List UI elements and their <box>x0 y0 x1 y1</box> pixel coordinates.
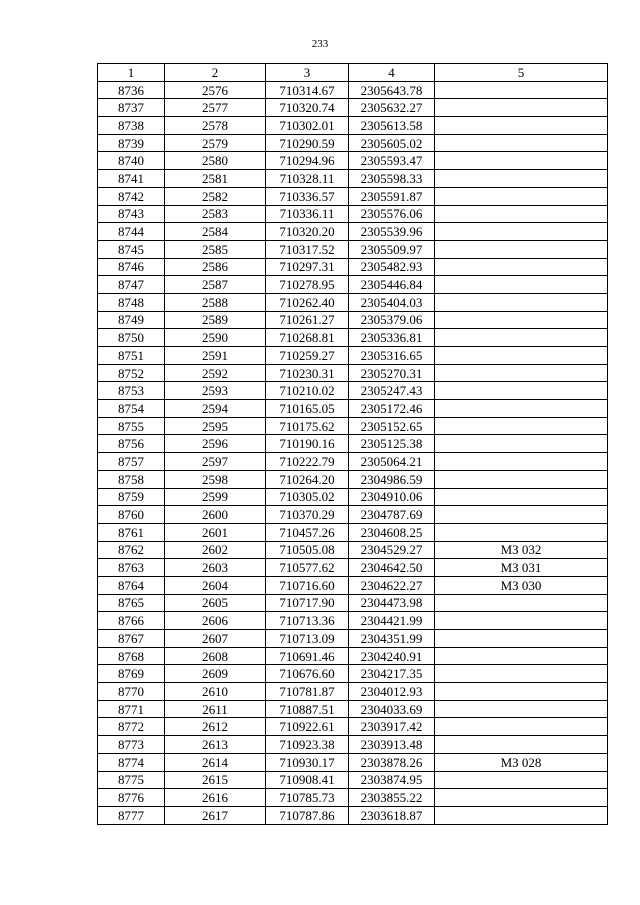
table-cell <box>435 99 608 117</box>
table-cell: 710922.61 <box>266 718 349 736</box>
table-cell: 8761 <box>98 523 165 541</box>
table-row <box>98 347 608 365</box>
table-cell: 2305613.58 <box>349 117 435 135</box>
table-cell: 8756 <box>98 435 165 453</box>
table-cell: МЗ 028 <box>435 753 608 771</box>
table-header <box>98 64 608 82</box>
table-cell: 8740 <box>98 152 165 170</box>
table-cell: 2590 <box>165 329 266 347</box>
table-cell: 2612 <box>165 718 266 736</box>
table-cell: 710908.41 <box>266 771 349 789</box>
table-cell: 2588 <box>165 293 266 311</box>
table-cell: 2606 <box>165 612 266 630</box>
table-cell: 8754 <box>98 400 165 418</box>
table-cell: 2304622.27 <box>349 576 435 594</box>
table-cell: 8738 <box>98 117 165 135</box>
table-cell: 710175.62 <box>266 417 349 435</box>
table-cell: 8749 <box>98 311 165 329</box>
table-cell: 2305125.38 <box>349 435 435 453</box>
table-cell: 8737 <box>98 99 165 117</box>
table-row <box>98 683 608 701</box>
table-row <box>98 364 608 382</box>
table-row <box>98 718 608 736</box>
table-cell: 2305605.02 <box>349 134 435 152</box>
table-cell: 2594 <box>165 400 266 418</box>
table-cell: 710261.27 <box>266 311 349 329</box>
table-cell: 710716.60 <box>266 576 349 594</box>
table-cell <box>435 718 608 736</box>
table-cell: 8758 <box>98 470 165 488</box>
table-cell: 8760 <box>98 506 165 524</box>
table-cell: 2304217.35 <box>349 665 435 683</box>
table-cell: 8767 <box>98 630 165 648</box>
table-row <box>98 541 608 559</box>
table-cell: 2586 <box>165 258 266 276</box>
table-cell <box>435 347 608 365</box>
table-row <box>98 594 608 612</box>
table-cell: 710336.11 <box>266 205 349 223</box>
table-cell <box>435 506 608 524</box>
page-number: 233 <box>311 38 329 50</box>
table-cell: 2305598.33 <box>349 170 435 188</box>
table-cell: 710717.90 <box>266 594 349 612</box>
table-cell <box>435 382 608 400</box>
table-cell: 2584 <box>165 223 266 241</box>
table-cell: 2603 <box>165 559 266 577</box>
table-cell: 8739 <box>98 134 165 152</box>
table-cell <box>435 81 608 99</box>
table-row <box>98 647 608 665</box>
table-cell <box>435 665 608 683</box>
table-row <box>98 488 608 506</box>
table-cell: 2305482.93 <box>349 258 435 276</box>
table-cell <box>435 771 608 789</box>
table-row <box>98 736 608 754</box>
table-cell: 2304012.93 <box>349 683 435 701</box>
table-cell: 710930.17 <box>266 753 349 771</box>
table-cell <box>435 311 608 329</box>
table-cell <box>435 205 608 223</box>
table-cell: 8747 <box>98 276 165 294</box>
table-cell <box>435 276 608 294</box>
table-row <box>98 665 608 683</box>
table-cell: 2305576.06 <box>349 205 435 223</box>
table-cell: 710222.79 <box>266 453 349 471</box>
table-cell: 2577 <box>165 99 266 117</box>
table-cell: 8774 <box>98 753 165 771</box>
table-cell: 2304421.99 <box>349 612 435 630</box>
table-cell: 2617 <box>165 806 266 824</box>
table-cell: 8776 <box>98 789 165 807</box>
table-cell: 710294.96 <box>266 152 349 170</box>
table-cell <box>435 736 608 754</box>
table-cell: 8766 <box>98 612 165 630</box>
table-row <box>98 240 608 258</box>
table-cell: 8771 <box>98 700 165 718</box>
table-cell: 2305316.65 <box>349 347 435 365</box>
table-cell: 2615 <box>165 771 266 789</box>
table-cell: 2303917.42 <box>349 718 435 736</box>
table-cell: 710781.87 <box>266 683 349 701</box>
column-header: 2 <box>165 64 266 82</box>
table-cell <box>435 400 608 418</box>
table-cell: 2304608.25 <box>349 523 435 541</box>
table-cell: 2305270.31 <box>349 364 435 382</box>
table-cell: 710268.81 <box>266 329 349 347</box>
table-cell: 2305446.84 <box>349 276 435 294</box>
table-row <box>98 293 608 311</box>
table-cell: 2305379.06 <box>349 311 435 329</box>
table-row <box>98 276 608 294</box>
table-row <box>98 170 608 188</box>
table-cell: 8748 <box>98 293 165 311</box>
table-cell: 710230.31 <box>266 364 349 382</box>
table-cell: 710923.38 <box>266 736 349 754</box>
table-cell: 2591 <box>165 347 266 365</box>
table-row <box>98 630 608 648</box>
table-cell: 2305152.65 <box>349 417 435 435</box>
table-cell: 2305509.97 <box>349 240 435 258</box>
table-cell <box>435 789 608 807</box>
table-cell: 710259.27 <box>266 347 349 365</box>
table-cell: 8775 <box>98 771 165 789</box>
table-cell: 2303913.48 <box>349 736 435 754</box>
table-cell: 710370.29 <box>266 506 349 524</box>
table-row <box>98 117 608 135</box>
table-row <box>98 435 608 453</box>
table-row <box>98 700 608 718</box>
table-cell: 2592 <box>165 364 266 382</box>
table-cell: 710785.73 <box>266 789 349 807</box>
table-cell: 2305064.21 <box>349 453 435 471</box>
table-cell: 710691.46 <box>266 647 349 665</box>
table-cell <box>435 470 608 488</box>
table-cell: 710317.52 <box>266 240 349 258</box>
table-cell: 2304033.69 <box>349 700 435 718</box>
table-cell: 2304642.50 <box>349 559 435 577</box>
coordinates-table <box>97 63 608 825</box>
table-cell: 2601 <box>165 523 266 541</box>
table-cell: 2304910.06 <box>349 488 435 506</box>
table-cell <box>435 612 608 630</box>
table-cell: 710190.16 <box>266 435 349 453</box>
table-cell: 8763 <box>98 559 165 577</box>
table-cell: 8736 <box>98 81 165 99</box>
table-cell: 710314.67 <box>266 81 349 99</box>
table-cell: 8751 <box>98 347 165 365</box>
table-cell: 2593 <box>165 382 266 400</box>
table-cell: 710278.95 <box>266 276 349 294</box>
table-cell: МЗ 030 <box>435 576 608 594</box>
table-cell: 8744 <box>98 223 165 241</box>
table-cell <box>435 453 608 471</box>
table-cell: 2600 <box>165 506 266 524</box>
table-cell: 2616 <box>165 789 266 807</box>
table-cell <box>435 488 608 506</box>
table-cell: 710713.36 <box>266 612 349 630</box>
table-cell: 2304529.27 <box>349 541 435 559</box>
table-cell: 2303878.26 <box>349 753 435 771</box>
table-cell: 2608 <box>165 647 266 665</box>
table-row <box>98 205 608 223</box>
table-cell: 2305591.87 <box>349 187 435 205</box>
table-cell <box>435 187 608 205</box>
table-cell <box>435 523 608 541</box>
column-header: 1 <box>98 64 165 82</box>
table-cell: 2599 <box>165 488 266 506</box>
table-cell: 2604 <box>165 576 266 594</box>
table-cell: 8769 <box>98 665 165 683</box>
table-row <box>98 771 608 789</box>
table-cell: 710264.20 <box>266 470 349 488</box>
table-cell: 2305643.78 <box>349 81 435 99</box>
table-cell: 2305172.46 <box>349 400 435 418</box>
table-row <box>98 329 608 347</box>
column-header: 3 <box>266 64 349 82</box>
table-cell: 2596 <box>165 435 266 453</box>
table-cell: 8759 <box>98 488 165 506</box>
table-cell: 8770 <box>98 683 165 701</box>
table-row <box>98 806 608 824</box>
table-cell: 8743 <box>98 205 165 223</box>
table-cell: 2305632.27 <box>349 99 435 117</box>
table-cell: 710297.31 <box>266 258 349 276</box>
table-cell: 2305593.47 <box>349 152 435 170</box>
table-cell <box>435 417 608 435</box>
table-cell <box>435 364 608 382</box>
table-cell: 2581 <box>165 170 266 188</box>
table-row <box>98 453 608 471</box>
table-cell <box>435 152 608 170</box>
table-body <box>98 81 608 824</box>
table-cell: 8777 <box>98 806 165 824</box>
table-cell: 2613 <box>165 736 266 754</box>
table-cell: 8764 <box>98 576 165 594</box>
table-cell: 2305404.03 <box>349 293 435 311</box>
table-cell: 2614 <box>165 753 266 771</box>
table-cell <box>435 806 608 824</box>
table-cell <box>435 435 608 453</box>
table-cell: 8742 <box>98 187 165 205</box>
table-row <box>98 187 608 205</box>
table-cell: 710505.08 <box>266 541 349 559</box>
table-cell: 710676.60 <box>266 665 349 683</box>
table-cell: 8768 <box>98 647 165 665</box>
table-cell: 2304473.98 <box>349 594 435 612</box>
table-row <box>98 382 608 400</box>
table-cell: 8752 <box>98 364 165 382</box>
table-cell <box>435 134 608 152</box>
table-cell: 2609 <box>165 665 266 683</box>
table-cell: 710262.40 <box>266 293 349 311</box>
table-cell: 710320.74 <box>266 99 349 117</box>
table-cell: 2587 <box>165 276 266 294</box>
table-cell: 8750 <box>98 329 165 347</box>
table-cell: 710165.05 <box>266 400 349 418</box>
table-cell: 8772 <box>98 718 165 736</box>
table-cell: 710713.09 <box>266 630 349 648</box>
table-cell <box>435 683 608 701</box>
table-cell: 2304787.69 <box>349 506 435 524</box>
table-cell: 2585 <box>165 240 266 258</box>
table-row <box>98 258 608 276</box>
table-cell: 2595 <box>165 417 266 435</box>
table-row <box>98 400 608 418</box>
table-row <box>98 223 608 241</box>
table-cell: 2304351.99 <box>349 630 435 648</box>
table-cell: 2305539.96 <box>349 223 435 241</box>
table-row <box>98 81 608 99</box>
table-cell: 8741 <box>98 170 165 188</box>
table-cell <box>435 258 608 276</box>
table-cell: 8755 <box>98 417 165 435</box>
table-cell: 2598 <box>165 470 266 488</box>
table-cell: 710305.02 <box>266 488 349 506</box>
table-cell: 2579 <box>165 134 266 152</box>
table-cell: 2303874.95 <box>349 771 435 789</box>
table-cell: 2303855.22 <box>349 789 435 807</box>
table-cell: 8757 <box>98 453 165 471</box>
table-cell <box>435 594 608 612</box>
table-cell: МЗ 032 <box>435 541 608 559</box>
table-cell <box>435 700 608 718</box>
table-cell: 710787.86 <box>266 806 349 824</box>
table-cell: 710336.57 <box>266 187 349 205</box>
column-header: 4 <box>349 64 435 82</box>
table-row <box>98 470 608 488</box>
table-cell: 710290.59 <box>266 134 349 152</box>
table-cell <box>435 293 608 311</box>
table-row <box>98 789 608 807</box>
table-cell: 2605 <box>165 594 266 612</box>
table-cell <box>435 223 608 241</box>
table-cell: 2303618.87 <box>349 806 435 824</box>
table-row <box>98 753 608 771</box>
table-cell: 710302.01 <box>266 117 349 135</box>
table-cell: 710210.02 <box>266 382 349 400</box>
table-cell: 8773 <box>98 736 165 754</box>
table-cell: 2607 <box>165 630 266 648</box>
table-row <box>98 612 608 630</box>
table-row <box>98 576 608 594</box>
table-cell: 710320.20 <box>266 223 349 241</box>
table-cell <box>435 329 608 347</box>
column-header: 5 <box>435 64 608 82</box>
table-cell: 2580 <box>165 152 266 170</box>
table-cell: 2304986.59 <box>349 470 435 488</box>
table-cell: МЗ 031 <box>435 559 608 577</box>
table-cell: 8746 <box>98 258 165 276</box>
header-row <box>98 64 608 82</box>
table-row <box>98 559 608 577</box>
table-cell: 710577.62 <box>266 559 349 577</box>
table-row <box>98 134 608 152</box>
table-cell: 2589 <box>165 311 266 329</box>
table-cell: 2597 <box>165 453 266 471</box>
table-cell: 710457.26 <box>266 523 349 541</box>
table-cell: 710328.11 <box>266 170 349 188</box>
table-cell: 2602 <box>165 541 266 559</box>
table-cell <box>435 630 608 648</box>
table-cell: 2610 <box>165 683 266 701</box>
table-cell: 8762 <box>98 541 165 559</box>
table-cell: 2583 <box>165 205 266 223</box>
table-cell: 2576 <box>165 81 266 99</box>
table-row <box>98 523 608 541</box>
table-cell: 8753 <box>98 382 165 400</box>
table-cell: 2611 <box>165 700 266 718</box>
table-cell: 2578 <box>165 117 266 135</box>
table-cell <box>435 647 608 665</box>
table-row <box>98 417 608 435</box>
table-cell: 2305247.43 <box>349 382 435 400</box>
table-row <box>98 311 608 329</box>
table-row <box>98 506 608 524</box>
table-cell <box>435 170 608 188</box>
table-cell: 2304240.91 <box>349 647 435 665</box>
table-cell: 2582 <box>165 187 266 205</box>
table-cell <box>435 117 608 135</box>
table-cell: 710887.51 <box>266 700 349 718</box>
table-cell: 2305336.81 <box>349 329 435 347</box>
table-row <box>98 152 608 170</box>
table-cell: 8765 <box>98 594 165 612</box>
table-cell: 8745 <box>98 240 165 258</box>
table-row <box>98 99 608 117</box>
table-cell <box>435 240 608 258</box>
